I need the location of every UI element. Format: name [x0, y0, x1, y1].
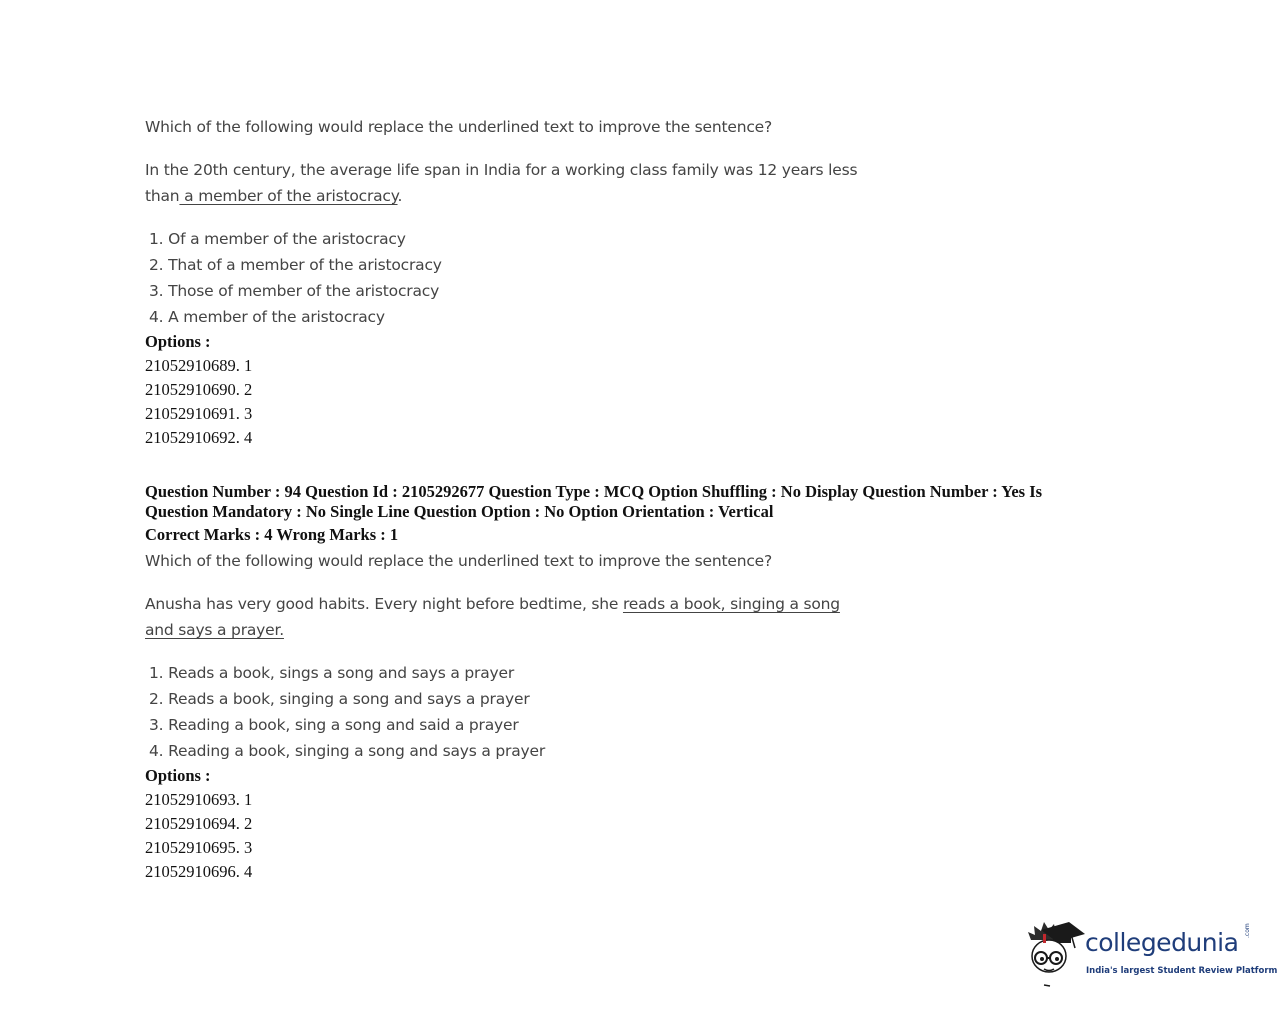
underlined-text: reads a book, singing a song — [622, 595, 840, 613]
question-meta — [145, 482, 1105, 522]
choice-4: 4. A member of the aristocracy — [149, 308, 385, 326]
options-list — [145, 354, 1105, 450]
answer-choices — [145, 226, 1105, 330]
question-meta-line-1: Question Number : 94 Question Id : 2105292677 Question Type : MCQ Option Shuffling : No Display Question Number : Yes Is — [145, 482, 1043, 501]
question-prompt: Which of the following would replace the underlined text to improve the sentence? — [145, 118, 773, 136]
option-id: 21052910696. 4 — [145, 862, 253, 881]
option-id: 21052910693. 1 — [145, 790, 253, 809]
choice-3: 3. Those of member of the aristocracy — [149, 282, 440, 300]
sentence-line-1: In the 20th century, the average life span in India for a working class family was 12 years less — [145, 161, 858, 179]
question-meta-line-2: Question Mandatory : No Single Line Question Option : No Option Orientation : Vertical — [145, 502, 774, 521]
question-sentence — [145, 157, 1105, 209]
option-id: 21052910691. 3 — [145, 404, 253, 423]
sentence-end: . — [397, 187, 403, 205]
logo-wordmark: collegedunia — [1085, 928, 1239, 957]
answer-choices — [145, 660, 1105, 764]
question-prompt: Which of the following would replace the underlined text to improve the sentence? — [145, 552, 773, 570]
choice-1: 1. Of a member of the aristocracy — [149, 230, 406, 248]
choice-2: 2. Reads a book, singing a song and says a prayer — [149, 690, 530, 708]
choice-1: 1. Reads a book, sings a song and says a prayer — [149, 664, 514, 682]
choice-4: 4. Reading a book, singing a song and says a prayer — [149, 742, 545, 760]
options-heading: Options : — [145, 332, 211, 351]
options-heading: Options : — [145, 766, 211, 785]
question-marks: Correct Marks : 4 Wrong Marks : 1 — [145, 525, 399, 544]
question-document — [145, 114, 1105, 884]
choice-3: 3. Reading a book, sing a song and said a prayer — [149, 716, 519, 734]
sentence-text: Anusha has very good habits. Every night before bedtime, she — [145, 595, 623, 613]
question-block-2 — [145, 482, 1105, 884]
underlined-text: and says a prayer. — [145, 621, 284, 639]
option-id: 21052910694. 2 — [145, 814, 253, 833]
options-list — [145, 788, 1105, 884]
underlined-text: a member of the aristocracy — [179, 187, 398, 205]
option-id: 21052910689. 1 — [145, 356, 253, 375]
question-block-1 — [145, 114, 1105, 450]
question-sentence — [145, 591, 1105, 643]
choice-2: 2. That of a member of the aristocracy — [149, 256, 442, 274]
graduate-mascot-icon — [1025, 918, 1087, 988]
option-id: 21052910692. 4 — [145, 428, 253, 447]
collegedunia-logo — [1025, 918, 1278, 988]
option-id: 21052910695. 3 — [145, 838, 253, 857]
logo-tagline: India's largest Student Review Platform — [1086, 966, 1278, 976]
logo-domain-suffix: .com — [1244, 923, 1251, 938]
sentence-text: than — [145, 187, 180, 205]
option-id: 21052910690. 2 — [145, 380, 253, 399]
